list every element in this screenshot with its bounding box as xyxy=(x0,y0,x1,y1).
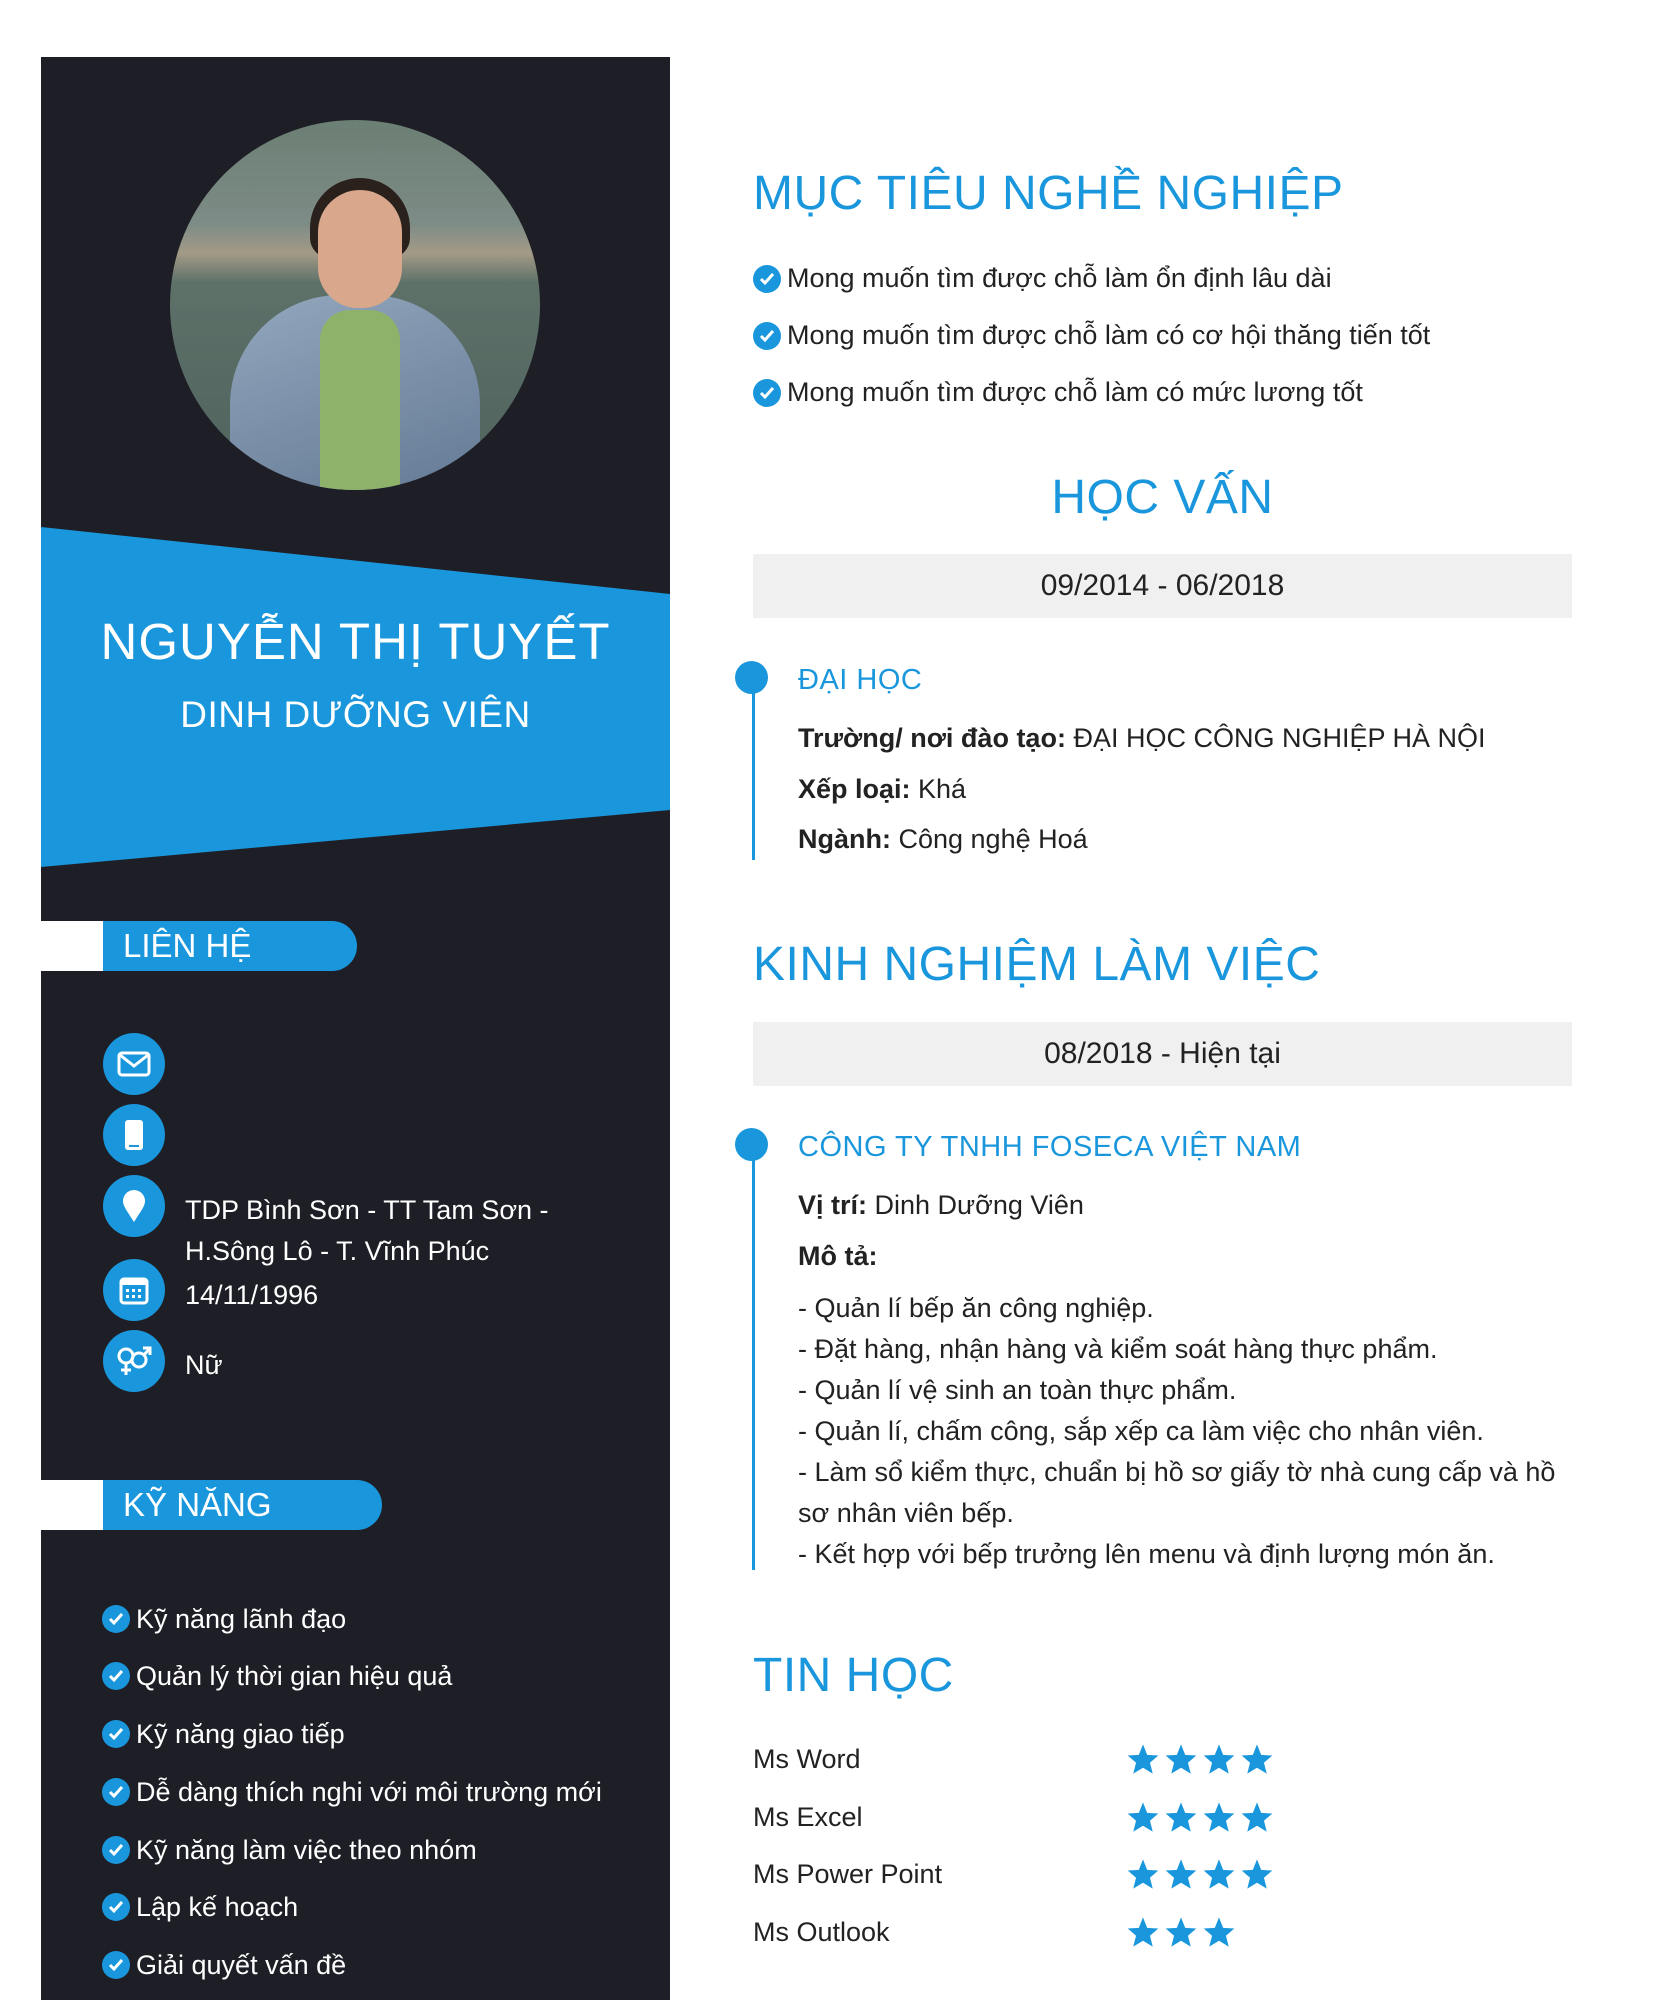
skill-item xyxy=(102,1660,452,1692)
duty-item: - Làm sổ kiểm thực, chuẩn bị hồ sơ giấy tờ nhà cung cấp và hồ sơ nhân viên bếp. xyxy=(798,1457,1556,1528)
objective-label: Mong muốn tìm được chỗ làm có mức lương tốt xyxy=(787,377,1363,407)
star-icon xyxy=(1202,1916,1236,1953)
star-icon xyxy=(1126,1858,1160,1895)
skill-label: Kỹ năng lãnh đạo xyxy=(136,1604,347,1634)
contact-heading-label: LIÊN HỆ xyxy=(123,927,252,964)
education-school xyxy=(798,723,1486,754)
education-timeline-line xyxy=(752,676,755,860)
star-icon xyxy=(1202,1743,1236,1780)
star-icon xyxy=(1164,1858,1198,1895)
check-icon xyxy=(753,322,781,350)
skill-item xyxy=(102,1949,346,1981)
job-title: DINH DƯỠNG VIÊN xyxy=(180,694,531,735)
check-icon xyxy=(102,1778,130,1806)
education-heading: HỌC VẤN xyxy=(1051,471,1274,524)
gender: Nữ xyxy=(185,1350,223,1380)
duty-item: - Quản lí bếp ăn công nghiệp. xyxy=(798,1293,1154,1323)
star-icon xyxy=(1240,1801,1274,1838)
skills-heading xyxy=(41,1480,382,1530)
duty-item: - Kết hợp với bếp trưởng lên menu và định lượng món ăn. xyxy=(798,1539,1495,1569)
skill-label: Lập kế hoạch xyxy=(136,1892,299,1922)
experience-position xyxy=(798,1190,1084,1221)
objective-item xyxy=(753,377,1363,408)
duty-list xyxy=(798,1288,1578,1575)
education-rank xyxy=(798,774,966,805)
skill-item xyxy=(102,1603,346,1635)
experience-period: 08/2018 - Hiện tại xyxy=(753,1022,1572,1086)
star-icon xyxy=(1126,1801,1160,1838)
star-rating xyxy=(1126,1743,1274,1780)
check-icon xyxy=(102,1662,130,1690)
phone-icon xyxy=(103,1104,165,1166)
desc-label: Mô tả: xyxy=(798,1241,878,1271)
star-icon xyxy=(1164,1801,1198,1838)
star-icon xyxy=(1164,1916,1198,1953)
gender-icon xyxy=(103,1330,165,1392)
skill-item xyxy=(102,1776,602,1808)
duty-item: - Quản lí, chấm công, sắp xếp ca làm việc cho nhân viên. xyxy=(798,1416,1484,1446)
skill-label: Quản lý thời gian hiệu quả xyxy=(136,1661,453,1691)
address-line-1: TDP Bình Sơn - TT Tam Sơn - xyxy=(185,1195,549,1225)
skill-item xyxy=(102,1718,345,1750)
email-icon xyxy=(103,1033,165,1095)
school-value: ĐẠI HỌC CÔNG NGHIỆP HÀ NỘI xyxy=(1065,723,1486,753)
location-icon xyxy=(103,1175,165,1237)
star-icon xyxy=(1202,1858,1236,1895)
major-value: Công nghệ Hoá xyxy=(890,824,1088,854)
skill-label: Kỹ năng giao tiếp xyxy=(136,1719,345,1749)
star-icon xyxy=(1126,1916,1160,1953)
calendar-icon xyxy=(103,1259,165,1321)
star-icon xyxy=(1240,1743,1274,1780)
star-rating xyxy=(1126,1801,1274,1838)
experience-heading: KINH NGHIỆM LÀM VIỆC xyxy=(753,938,1321,991)
check-icon xyxy=(753,265,781,293)
it-skill-name: Ms Excel xyxy=(753,1802,863,1832)
skill-label: Giải quyết vấn đề xyxy=(136,1950,347,1980)
position-label: Vị trí: xyxy=(798,1190,868,1220)
objective-item xyxy=(753,320,1430,351)
it-skill-name: Ms Power Point xyxy=(753,1859,943,1889)
duty-item: - Đặt hàng, nhận hàng và kiểm soát hàng thực phẩm. xyxy=(798,1334,1438,1364)
objective-heading: MỤC TIÊU NGHỀ NGHIỆP xyxy=(753,167,1344,220)
address-line-2: H.Sông Lô - T. Vĩnh Phúc xyxy=(185,1236,490,1266)
education-major xyxy=(798,824,1088,855)
skill-label: Dễ dàng thích nghi với môi trường mới xyxy=(136,1777,602,1807)
skill-label: Kỹ năng làm việc theo nhóm xyxy=(136,1835,477,1865)
check-icon xyxy=(102,1893,130,1921)
rank-label: Xếp loại: xyxy=(798,774,911,804)
experience-timeline-dot xyxy=(735,1128,768,1161)
check-icon xyxy=(102,1605,130,1633)
it-skill-name: Ms Outlook xyxy=(753,1917,890,1947)
it-skill-name: Ms Word xyxy=(753,1744,861,1774)
full-name: NGUYỄN THỊ TUYẾT xyxy=(100,613,611,670)
star-icon xyxy=(1240,1858,1274,1895)
education-period: 09/2014 - 06/2018 xyxy=(753,554,1572,618)
rank-value: Khá xyxy=(910,774,967,804)
position-value: Dinh Dưỡng Viên xyxy=(867,1190,1084,1220)
check-icon xyxy=(102,1951,130,1979)
star-icon xyxy=(1126,1743,1160,1780)
star-icon xyxy=(1202,1801,1236,1838)
address xyxy=(185,1190,549,1272)
objective-label: Mong muốn tìm được chỗ làm ổn định lâu dài xyxy=(787,263,1332,293)
star-icon xyxy=(1164,1743,1198,1780)
company-name: CÔNG TY TNHH FOSECA VIỆT NAM xyxy=(798,1131,1302,1163)
education-level: ĐẠI HỌC xyxy=(798,664,923,696)
objective-label: Mong muốn tìm được chỗ làm có cơ hội thăng tiến tốt xyxy=(787,320,1431,350)
education-timeline-dot xyxy=(735,661,768,694)
check-icon xyxy=(102,1836,130,1864)
description-label xyxy=(798,1241,877,1272)
sidebar xyxy=(41,57,670,2000)
check-icon xyxy=(753,379,781,407)
profile-photo xyxy=(170,120,540,490)
duty-item: - Quản lí vệ sinh an toàn thực phẩm. xyxy=(798,1375,1237,1405)
star-rating xyxy=(1126,1858,1274,1895)
skill-item xyxy=(102,1834,477,1866)
star-rating xyxy=(1126,1916,1236,1953)
objective-item xyxy=(753,263,1332,294)
school-label: Trường/ nơi đào tạo: xyxy=(798,723,1066,753)
check-icon xyxy=(102,1720,130,1748)
experience-timeline-line xyxy=(752,1145,755,1570)
skill-item xyxy=(102,1891,298,1923)
it-heading: TIN HỌC xyxy=(753,1649,954,1702)
contact-heading xyxy=(41,921,357,971)
major-label: Ngành: xyxy=(798,824,891,854)
birthday: 14/11/1996 xyxy=(185,1280,319,1310)
skills-heading-label: KỸ NĂNG xyxy=(123,1486,272,1523)
